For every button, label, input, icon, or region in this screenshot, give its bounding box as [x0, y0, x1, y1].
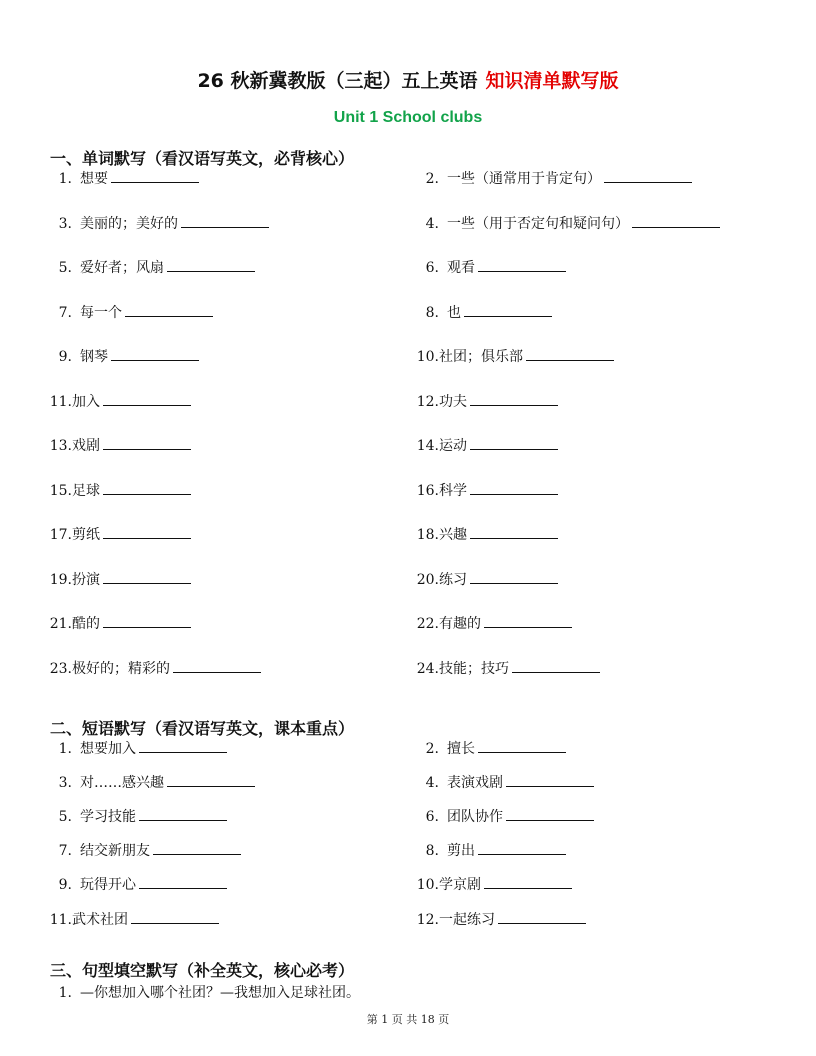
answer-blank[interactable]: [139, 740, 227, 753]
item-prompt: 加入: [72, 393, 100, 410]
list-item: [415, 170, 692, 188]
list-item: [415, 571, 558, 589]
title-highlight: 知识清单默写版: [485, 70, 619, 92]
item-prompt: 爱好者；风扇: [80, 260, 164, 276]
list-item: [48, 393, 191, 411]
list-item: [48, 571, 191, 589]
answer-blank[interactable]: [484, 876, 572, 889]
item-number: 11.: [49, 393, 72, 410]
list-item: [415, 259, 566, 277]
list-item: [48, 215, 269, 233]
item-prompt: 也: [447, 304, 461, 321]
answer-blank[interactable]: [173, 660, 261, 673]
list-item: [415, 660, 600, 678]
item-prompt: 想要: [80, 171, 108, 187]
item-prompt: 一些（用于否定句和疑问句）: [447, 215, 629, 232]
answer-blank[interactable]: [526, 348, 614, 361]
answer-blank[interactable]: [470, 482, 558, 495]
item-number: 13.: [49, 438, 72, 454]
item-number: 4.: [425, 775, 439, 792]
answer-blank[interactable]: [103, 615, 191, 628]
list-item: [415, 304, 552, 322]
item-prompt: 剪纸: [72, 527, 100, 543]
item-prompt: 表演戏剧: [447, 775, 503, 792]
item-number: 16.: [416, 482, 439, 499]
list-item: [415, 876, 572, 894]
list-item: [48, 774, 255, 792]
section-title-sentences: 三、句型填空默写（补全英文，核心必考）: [50, 961, 355, 980]
list-item: [415, 774, 594, 792]
list-item: [415, 482, 558, 500]
item-prompt: —你想加入哪个社团？—我想加入足球社团。: [80, 985, 360, 1001]
answer-blank[interactable]: [478, 259, 566, 272]
list-item: [48, 348, 199, 366]
item-prompt: 酷的: [72, 616, 100, 632]
item-prompt: 玩得开心: [80, 877, 136, 894]
list-item: [48, 660, 261, 678]
item-prompt: 功夫: [439, 393, 467, 410]
answer-blank[interactable]: [506, 808, 594, 821]
item-prompt: 团队协作: [447, 809, 503, 826]
item-prompt: 一些（通常用于肯定句）: [447, 171, 601, 187]
list-item: [415, 808, 594, 826]
item-number: 10.: [416, 349, 439, 365]
item-number: 20.: [416, 571, 439, 588]
item-number: 5.: [58, 260, 72, 276]
list-item: [48, 437, 191, 455]
item-number: 6.: [425, 260, 439, 276]
answer-blank[interactable]: [153, 842, 241, 855]
list-item: [415, 740, 566, 758]
title-main: 26 秋新冀教版（三起）五上英语: [197, 70, 478, 92]
answer-blank[interactable]: [103, 482, 191, 495]
answer-blank[interactable]: [103, 393, 191, 406]
section-title-words: 一、单词默写（看汉语写英文，必背核心）: [50, 149, 355, 168]
item-number: 7.: [58, 843, 72, 860]
item-number: 1.: [58, 985, 72, 1001]
item-prompt: 学习技能: [80, 809, 136, 826]
answer-blank[interactable]: [181, 215, 269, 228]
answer-blank[interactable]: [512, 660, 600, 673]
list-item: [415, 215, 720, 233]
item-prompt: 钢琴: [80, 349, 108, 365]
answer-blank[interactable]: [506, 774, 594, 787]
list-item: [48, 740, 227, 758]
answer-blank[interactable]: [470, 526, 558, 539]
item-number: 4.: [425, 215, 439, 232]
answer-blank[interactable]: [632, 215, 720, 228]
answer-blank[interactable]: [103, 526, 191, 539]
item-number: 12.: [416, 393, 439, 410]
item-number: 24.: [416, 660, 439, 677]
item-prompt: 对……感兴趣: [80, 775, 164, 792]
item-prompt: 擅长: [447, 741, 475, 757]
page-footer: 第 1 页 共 18 页: [366, 1013, 450, 1026]
item-number: 21.: [49, 616, 72, 632]
item-prompt: 剪出: [447, 843, 475, 860]
item-number: 15.: [49, 482, 72, 499]
list-item: [48, 984, 360, 1002]
item-prompt: 社团；俱乐部: [439, 349, 523, 365]
item-prompt: 美丽的；美好的: [80, 215, 178, 232]
item-number: 5.: [58, 809, 72, 826]
item-number: 18.: [416, 527, 439, 543]
item-prompt: 练习: [439, 571, 467, 588]
answer-blank[interactable]: [125, 304, 213, 317]
list-item: [415, 526, 558, 544]
item-number: 17.: [49, 527, 72, 543]
item-number: 14.: [416, 438, 439, 454]
answer-blank[interactable]: [498, 911, 586, 924]
item-number: 23.: [49, 660, 72, 677]
list-item: [48, 842, 241, 860]
item-prompt: 观看: [447, 260, 475, 276]
list-item: [48, 615, 191, 633]
section-title-phrases: 二、短语默写（看汉语写英文，课本重点）: [50, 719, 355, 738]
item-prompt: 科学: [439, 482, 467, 499]
answer-blank[interactable]: [484, 615, 572, 628]
item-prompt: 运动: [439, 438, 467, 454]
item-prompt: 足球: [72, 482, 100, 499]
list-item: [48, 911, 219, 929]
item-prompt: 极好的；精彩的: [72, 660, 170, 677]
answer-blank[interactable]: [103, 571, 191, 584]
answer-blank[interactable]: [167, 774, 255, 787]
item-number: 1.: [58, 171, 72, 187]
answer-blank[interactable]: [131, 911, 219, 924]
list-item: [415, 348, 614, 366]
item-prompt: 戏剧: [72, 438, 100, 454]
list-item: [415, 842, 566, 860]
answer-blank[interactable]: [470, 571, 558, 584]
list-item: [48, 526, 191, 544]
list-item: [48, 808, 227, 826]
answer-blank[interactable]: [139, 808, 227, 821]
item-number: 8.: [425, 843, 439, 860]
item-number: 3.: [58, 215, 72, 232]
list-item: [48, 170, 199, 188]
item-prompt: 武术社团: [72, 911, 128, 928]
list-item: [48, 259, 255, 277]
unit-subtitle: Unit 1 School clubs: [333, 109, 483, 126]
answer-blank[interactable]: [167, 259, 255, 272]
item-number: 9.: [58, 877, 72, 894]
answer-blank[interactable]: [478, 740, 566, 753]
item-number: 12.: [416, 911, 439, 928]
item-number: 11.: [49, 911, 72, 928]
answer-blank[interactable]: [470, 393, 558, 406]
item-number: 6.: [425, 809, 439, 826]
list-item: [415, 437, 558, 455]
item-number: 9.: [58, 349, 72, 365]
list-item: [48, 482, 191, 500]
list-item: [415, 615, 572, 633]
item-number: 7.: [58, 304, 72, 321]
item-prompt: 兴趣: [439, 527, 467, 543]
item-number: 2.: [425, 741, 439, 757]
item-number: 1.: [58, 741, 72, 757]
item-prompt: 技能；技巧: [439, 660, 509, 677]
item-number: 19.: [49, 571, 72, 588]
answer-blank[interactable]: [111, 170, 199, 183]
answer-blank[interactable]: [464, 304, 552, 317]
item-prompt: 学京剧: [439, 877, 481, 894]
answer-blank[interactable]: [139, 876, 227, 889]
list-item: [415, 393, 558, 411]
item-prompt: 扮演: [72, 571, 100, 588]
item-prompt: 结交新朋友: [80, 843, 150, 860]
answer-blank[interactable]: [604, 170, 692, 183]
item-prompt: 想要加入: [80, 741, 136, 757]
item-number: 10.: [416, 877, 439, 894]
answer-blank[interactable]: [478, 842, 566, 855]
list-item: [48, 304, 213, 322]
answer-blank[interactable]: [103, 437, 191, 450]
item-number: 8.: [425, 304, 439, 321]
answer-blank[interactable]: [470, 437, 558, 450]
answer-blank[interactable]: [111, 348, 199, 361]
list-item: [415, 911, 586, 929]
item-number: 2.: [425, 171, 439, 187]
item-prompt: 有趣的: [439, 616, 481, 632]
list-item: [48, 876, 227, 894]
item-prompt: 一起练习: [439, 911, 495, 928]
item-prompt: 每一个: [80, 304, 122, 321]
item-number: 22.: [416, 616, 439, 632]
page-title: [0, 66, 816, 93]
item-number: 3.: [58, 775, 72, 792]
